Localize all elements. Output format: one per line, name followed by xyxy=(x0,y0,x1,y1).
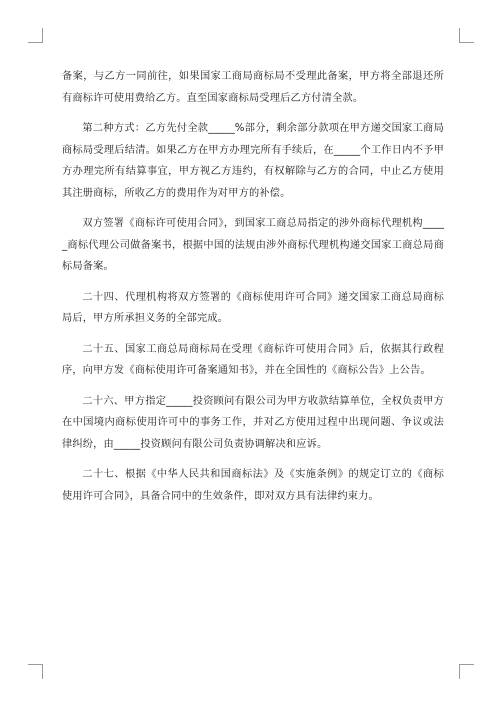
paragraph-clause-26: 二十六、甲方指定_____投资顾问有限公司为甲方收款结算单位，全权负责甲方在中国境内商标使用许可中的事务工作，并对乙方使用过程中出现问题、争议或法律纠纷，由_____投资顾问有限公司负责协调解决和应诉。 xyxy=(62,395,444,450)
crop-mark-top-right xyxy=(459,28,474,43)
paragraph-clause-25: 二十五、国家工商总局商标局在受理《商标许可使用合同》后，依据其行政程序，向甲方发《商标使用许可备案通知书》，并在全国性的《商标公告》上公告。 xyxy=(62,343,444,376)
paragraph-contract-filing: 双方签署《商标许可使用合同》，到国家工商总局指定的涉外商标代理机构_____商标代理公司做备案书，根据中国的法规由涉外商标代理机构递交国家工商总局商标局备案。 xyxy=(62,218,444,272)
crop-mark-bottom-right xyxy=(459,664,474,679)
paragraph-clause-24: 二十四、代理机构将双方签署的《商标使用许可合同》递交国家工商总局商标局后，甲方所承担义务的全部完成。 xyxy=(62,291,444,324)
paragraph-filing-continuation: 备案，与乙方一同前往，如果国家工商局商标局不受理此备案，甲方将全部退还所有商标许可使用费给乙方。直至国家商标局受理后乙方付清全款。 xyxy=(62,71,444,104)
document-body xyxy=(62,66,444,516)
paragraph-second-payment-method: 第二种方式：乙方先付全款_____%部分，剩余部分款项在甲方递交国家工商局商标局受理后结清。如果乙方在甲方办理完所有手续后，在_____个工作日内不予甲方办理完所有结算事宜，甲方视乙方违约，有权解除与乙方的合同，中止乙方使用其注册商标，所收乙方的费用作为对甲方的补偿。 xyxy=(62,123,444,199)
crop-mark-bottom-left xyxy=(28,664,43,679)
paragraph-clause-27: 二十七、根据《中华人民共和国商标法》及《实施条例》的规定订立的《商标使用许可合同》，具备合同中的生效条件，即对双方具有法律约束力。 xyxy=(62,469,444,502)
crop-mark-top-left xyxy=(28,28,43,43)
